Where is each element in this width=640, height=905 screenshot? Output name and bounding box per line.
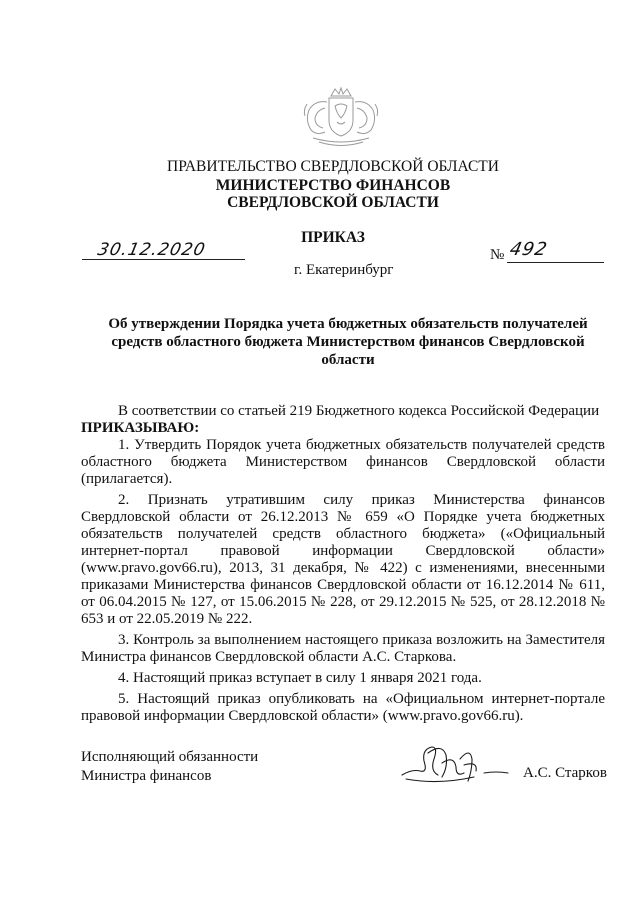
region-title: СВЕРДЛОВСКОЙ ОБЛАСТИ <box>227 194 439 211</box>
date-underline <box>82 259 245 260</box>
order-item: 1. Утвердить Порядок учета бюджетных обязательств получателей средств областного бюджета Министерством финансов Свердловской области (прилагается). <box>81 437 605 487</box>
handwritten-date: 30.12.2020 <box>95 240 208 260</box>
order-title: Об утверждении Порядка учета бюджетных обязательств получателей средств областного бюджета Министерством финансов Свердловской области <box>108 316 588 368</box>
preamble: В соответствии со статьей 219 Бюджетного кодекса Российской Федерации <box>118 403 600 419</box>
position-line-1: Исполняющий обязанности <box>81 749 259 765</box>
document-type: ПРИКАЗ <box>301 229 365 246</box>
order-word: ПРИКАЗЫВАЮ: <box>81 420 200 436</box>
number-label: № <box>490 247 505 263</box>
order-item: 2. Признать утратившим силу приказ Министерства финансов Свердловской области от 26.12.2013 № 659 «О Порядке учета бюджетных обязательств получателей средств областного бюджета» («Официальный интернет-портал правовой информации Свердловской области» (www.pravo.gov66.ru), 2013, 31 декабря, № 422) с изменениями, внесенными приказами Министерства финансов Свердловской области от 16.12.2014 № 611, от 06.04.2015 № 127, от 15.06.2015 № 228, от 29.12.2015 № 525, от 28.12.2018 № 653 и от 22.05.2019 № 222. <box>81 492 605 627</box>
city: г. Екатеринбург <box>294 262 394 278</box>
handwritten-number: 492 <box>507 239 550 260</box>
order-item: 4. Настоящий приказ вступает в силу 1 января 2021 года. <box>118 670 482 686</box>
order-body <box>81 403 605 725</box>
number-underline <box>507 262 604 263</box>
position-line-2: Министра финансов <box>81 768 212 784</box>
order-item: 5. Настоящий приказ опубликовать на «Официальном интернет-портале правовой информации Свердловской области» (www.pravo.gov66.ru). <box>81 691 605 724</box>
signer-name: А.С. Старков <box>523 765 607 781</box>
ministry-title: МИНИСТЕРСТВО ФИНАНСОВ <box>215 177 451 194</box>
government-title: ПРАВИТЕЛЬСТВО СВЕРДЛОВСКОЙ ОБЛАСТИ <box>167 158 499 175</box>
signatory-position <box>81 748 258 786</box>
coat-of-arms-emblem <box>295 86 387 150</box>
handwritten-signature <box>398 741 510 789</box>
order-item: 3. Контроль за выполнением настоящего приказа возложить на Заместителя Министра финансов Свердловской области А.С. Старкова. <box>81 632 605 665</box>
